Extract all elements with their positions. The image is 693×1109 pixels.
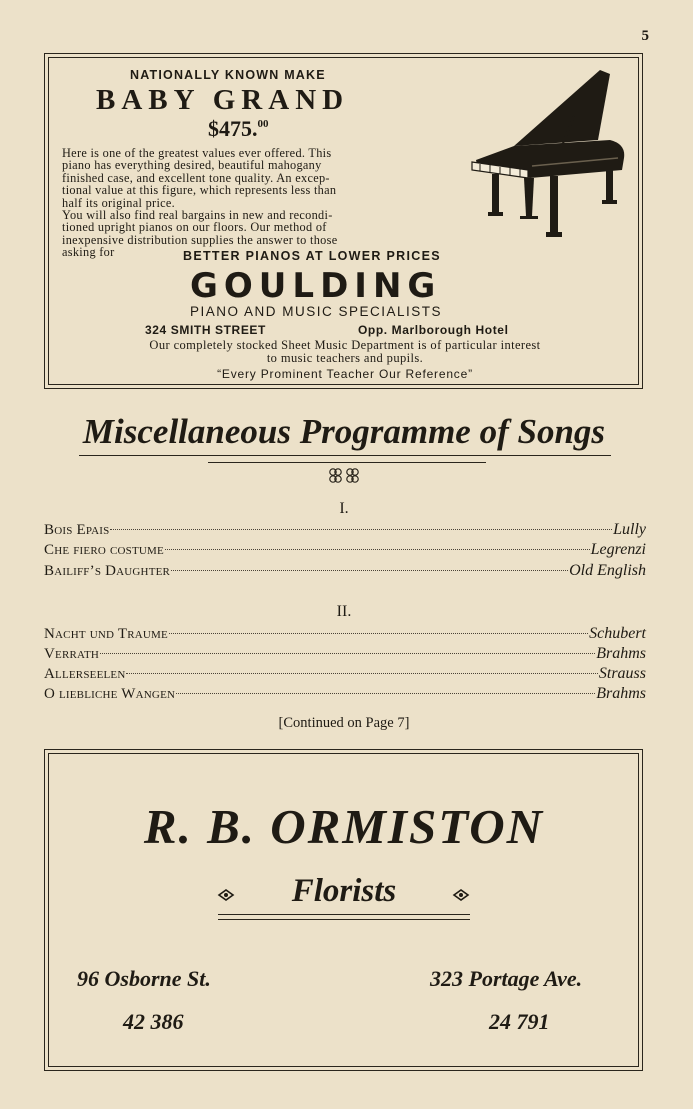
dot-leader [171,570,568,571]
song-title: Verrath [44,646,100,662]
price-dollars: $475. [208,116,258,141]
ad-music-line: Our completely stocked Sheet Music Department is of particular interest [149,338,541,352]
shop-address: 323 Portage Ave. [430,966,583,991]
diamond-ornament-icon [452,889,470,901]
dot-leader [176,693,595,694]
dot-leader [110,529,612,530]
ad-body-line: half its original price. [62,195,176,210]
song-composer: Strauss [598,665,646,682]
florist-rule [218,914,470,915]
ad-body-line: Here is one of the greatest values ever offered. This [62,146,332,160]
ad-body-line: tioned upright pianos on our floors. Our method of [62,220,327,235]
grand-piano-illustration [470,66,630,246]
song-row [44,562,646,582]
song-row [44,625,646,645]
programme-title: Miscellaneous Programme of Songs [82,412,606,451]
song-title: Che fiero costume [44,542,164,558]
ad-tagline: BETTER PIANOS AT LOWER PRICES [183,249,441,263]
ad-music-department [60,339,630,365]
dot-leader [169,633,588,634]
section-numeral: II. [336,603,352,620]
florist-trade: Florists [291,873,397,909]
price-cents: 00 [257,118,269,130]
song-title: Nacht und Traume [44,626,168,642]
dot-leader [165,549,590,550]
ad-kicker: NATIONALLY KNOWN MAKE [130,68,326,82]
song-title: Bailiff’s Daughter [44,563,171,579]
title-rule [79,455,611,456]
shop-phone: 24 791 [489,1009,550,1034]
song-composer: Brahms [596,685,646,702]
florist-rule [218,919,470,920]
song-row [44,665,646,685]
song-composer: Old English [569,562,646,579]
shop-phone: 42 386 [123,1009,184,1034]
section-numeral: I. [339,500,349,517]
page-number: 5 [641,28,649,44]
ad-price [208,116,269,142]
song-title: Allerseelen [44,666,126,682]
floral-ornament-icon [325,467,365,485]
ad-body-text [62,147,467,259]
ad-reference: “Every Prominent Teacher Our Reference” [217,367,473,381]
shop-address: 96 Osborne St. [77,966,211,991]
ad-body-line: finished case, and excellent tone quality. An excep- [62,170,330,185]
ad-body-line: tional value at this figure, which represents less than [62,183,337,198]
ad-brand-name: GOULDING [190,266,442,306]
ad-body-line: You will also find real bargains in new and recondi- [62,208,333,223]
song-row [44,521,646,541]
florist-name: R. B. ORMISTON [143,799,545,854]
song-composer: Schubert [589,625,646,642]
ad-body-line: piano has everything desired, beautiful mahogany [62,158,322,173]
title-rule-short [208,462,486,463]
ad-headline: BABY GRAND [96,84,350,116]
song-row [44,685,646,705]
ad-body-line: inexpensive distribution supplies the answer to those [62,232,338,247]
song-composer: Legrenzi [590,541,646,558]
dot-leader [126,673,597,674]
song-row [44,645,646,665]
ad-landmark: Opp. Marlborough Hotel [358,323,509,337]
dot-leader [100,653,595,654]
continued-note: [Continued on Page 7] [278,715,410,731]
song-title: Bois Epais [44,522,110,538]
song-composer: Brahms [596,645,646,662]
song-row [44,541,646,561]
ad-music-line: to music teachers and pupils. [266,351,424,365]
song-title: O liebliche Wangen [44,686,176,702]
ad-address: 324 SMITH STREET [145,323,266,337]
ad-body-line: asking for [62,245,115,260]
ad-specialists: PIANO AND MUSIC SPECIALISTS [190,304,443,319]
song-composer: Lully [613,521,646,538]
